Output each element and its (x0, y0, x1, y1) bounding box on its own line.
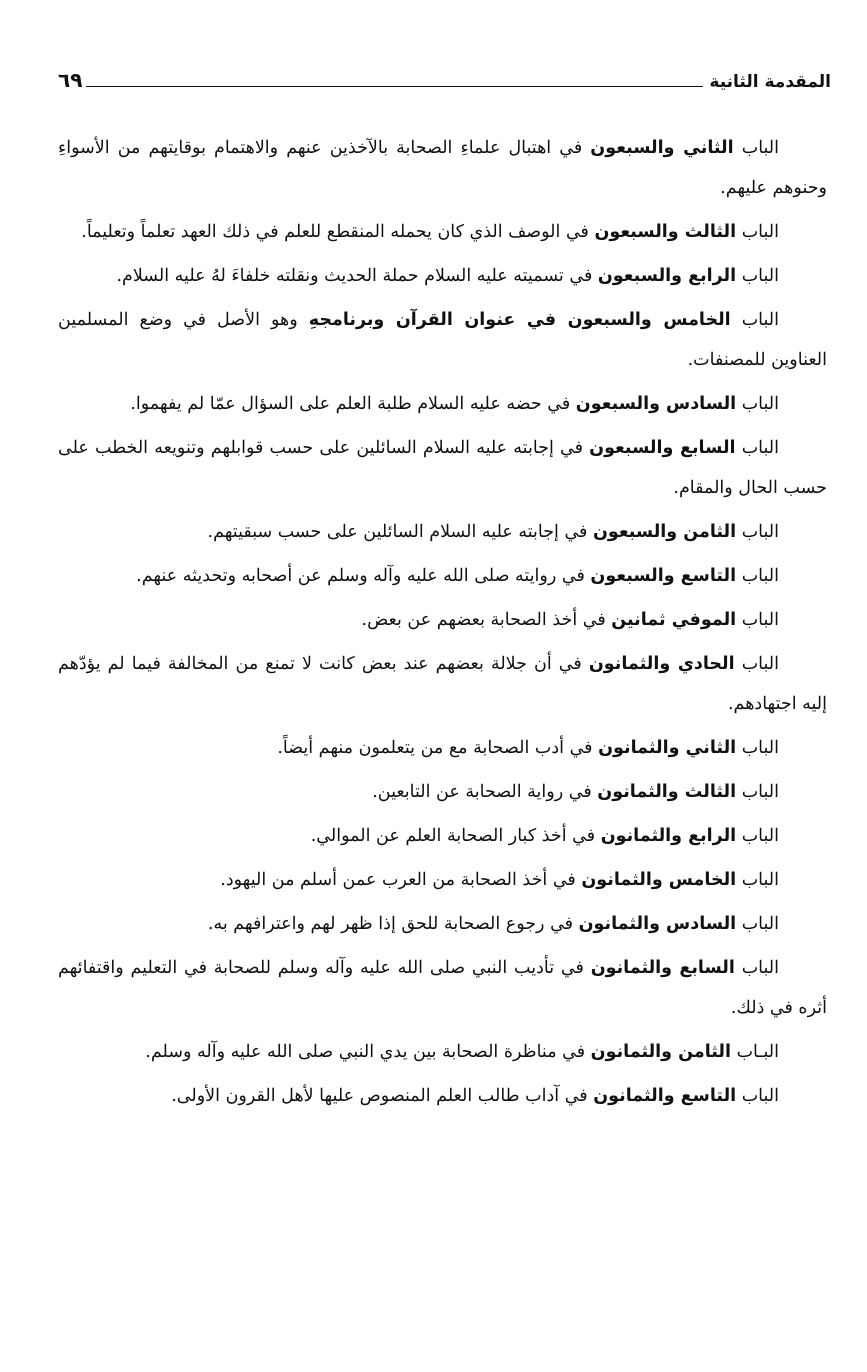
chapter-entry: الباب التاسع والثمانون في آداب طالب العلم المنصوص عليها لأهل القرون الأولى. (171, 1086, 779, 1106)
chapter-entry: الباب الثاني والسبعون في اهتبال علماءِ الصحابة بالآخذين عنهم والاهتمام بوقايتهم من الأسواءِ وحنوهم عليهم. (58, 138, 827, 198)
section-title: المقدمة الثانية (709, 72, 831, 92)
chapter-entry: الباب الحادي والثمانون في أن جلالة بعضهم عند بعض كانت لا تمنع من المخالفة فيما لم يؤدّهم إليه اجتهادهم. (58, 654, 827, 714)
chapter-entry: الباب الثاني والثمانون في أدب الصحابة مع من يتعلمون منهم أيضاً. (277, 738, 779, 758)
header-rule (86, 86, 703, 87)
chapter-entry: الباب الرابع والسبعون في تسميته عليه السلام حملة الحديث ونقلته خلفاءَ لهُ عليه السلام. (116, 266, 779, 286)
chapter-entry: الباب السادس والسبعون في حضه عليه السلام طلبة العلم على السؤال عمّا لم يفهموا. (130, 394, 779, 414)
chapter-entry: الباب الرابع والثمانون في أخذ كبار الصحابة العلم عن الموالي. (310, 826, 779, 846)
chapter-entry: الباب الخامس والسبعون في عنوان القرآن وبرنامجهِ وهو الأصل في وضع المسلمين العناوين للمصنفات. (58, 310, 827, 370)
chapter-entry: الباب الثالث والثمانون في رواية الصحابة عن التابعين. (372, 782, 779, 802)
page-number: ٦٩ (58, 68, 83, 92)
running-header (58, 62, 831, 92)
chapter-entry: الباب الموفي ثمانين في أخذ الصحابة بعضهم عن بعض. (361, 610, 779, 630)
chapter-list (58, 128, 827, 1120)
chapter-entry: الباب التاسع والسبعون في روايته صلى الله عليه وآله وسلم عن أصحابه وتحديثه عنهم. (136, 566, 779, 586)
chapter-entry: الباب السادس والثمانون في رجوع الصحابة للحق إذا ظهر لهم واعترافهم به. (207, 914, 779, 934)
chapter-entry: الباب الثامن والسبعون في إجابته عليه السلام السائلين على حسب سبقيتهم. (207, 522, 779, 542)
chapter-entry: الباب الثالث والسبعون في الوصف الذي كان يحمله المنقطع للعلم في ذلك العهد تعلماً وتعليماً. (81, 222, 779, 242)
chapter-entry: الباب الخامس والثمانون في أخذ الصحابة من العرب عمن أسلم من اليهود. (220, 870, 779, 890)
chapter-entry: الباب السابع والسبعون في إجابته عليه السلام السائلين على حسب قوابلهم وتنويعه الخطب على حسب الحال والمقام. (58, 438, 827, 498)
chapter-entry: الباب السابع والثمانون في تأديب النبي صلى الله عليه وآله وسلم للصحابة في التعليم واقتفائهم أثره في ذلك. (58, 958, 827, 1018)
chapter-entry: البـاب الثامن والثمانون في مناظرة الصحابة بين يدي النبي صلى الله عليه وآله وسلم. (145, 1042, 779, 1062)
